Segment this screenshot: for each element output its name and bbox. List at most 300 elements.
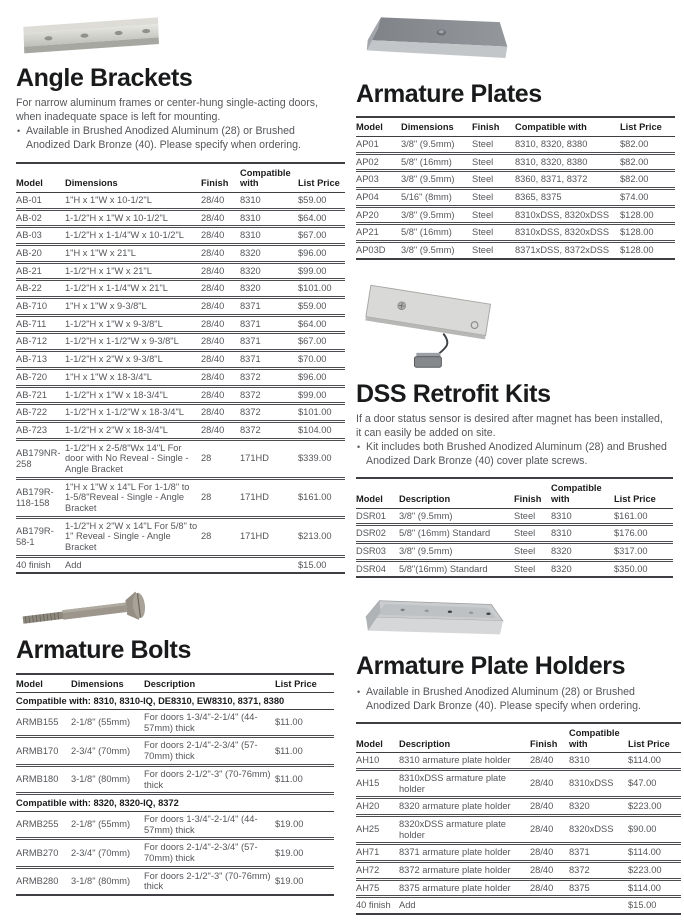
table-cell: 3/8" (9.5mm): [401, 245, 455, 256]
table-row: [16, 811, 334, 838]
table-cell: $104.00: [298, 424, 332, 435]
table-row: [356, 224, 675, 242]
table-cell: 1-1/2"H x 1-1/4"W x 10-1/2"L: [65, 230, 184, 241]
table-cell: $82.00: [620, 174, 649, 185]
table-cell: $15.00: [298, 559, 327, 570]
table-cell: AH71: [356, 847, 380, 858]
table-cell: ARMB170: [16, 745, 59, 756]
table-cell: 3-1/8" (80mm): [71, 774, 131, 785]
table-cell: DSR01: [356, 510, 386, 521]
column-header: Model: [356, 478, 399, 508]
table-cell: Steel: [472, 245, 494, 256]
column-header: Model: [16, 163, 65, 193]
table-row: [356, 543, 673, 561]
table-row: [356, 153, 675, 171]
table-cell: 28/40: [201, 230, 225, 241]
table-cell: 8360, 8371, 8372: [515, 174, 588, 185]
table-cell: 1-1/2"H x 1-1/2"W x 9-3/8"L: [65, 336, 179, 347]
table-cell: AP03D: [356, 245, 386, 256]
table-row: [16, 517, 345, 556]
table-row: [356, 171, 675, 189]
section-title-angle-brackets: Angle Brackets: [16, 64, 193, 92]
table-group-row: [16, 794, 334, 812]
table-cell: $19.00: [275, 875, 304, 886]
table-cell: 8310: [240, 230, 261, 241]
armature-plates-table: [356, 116, 675, 260]
table-cell: 28/40: [530, 882, 554, 893]
table-row: [356, 525, 673, 543]
table-cell: For doors 2-1/4"-2-3/4" (57-70mm) thick: [144, 842, 258, 863]
table-cell: $339.00: [298, 453, 332, 464]
table-row: [16, 333, 345, 351]
table-cell: ARMB270: [16, 847, 59, 858]
table-cell: DSR02: [356, 528, 386, 539]
table-cell: 8371: [569, 847, 590, 858]
table-cell: For doors 2-1/2"-3" (70-76mm) thick: [144, 768, 271, 790]
table-cell: AB-711: [16, 318, 47, 329]
table-cell: 8371xDSS, 8372xDSS: [515, 245, 610, 256]
table-cell: $223.00: [628, 801, 662, 812]
table-cell: AB-03: [16, 230, 42, 241]
bullet-marker: •: [17, 126, 21, 137]
table-cell: 8310: [551, 510, 572, 521]
table-cell: AP01: [356, 138, 379, 149]
table-cell: Steel: [472, 174, 494, 185]
table-cell: $96.00: [298, 248, 327, 258]
table-row: [16, 262, 345, 280]
table-cell: AB-723: [16, 424, 48, 435]
table-cell: 171HD: [240, 453, 269, 464]
table-cell: 8320: [551, 546, 572, 557]
table-cell: 2-3/4" (70mm): [71, 847, 131, 858]
column-header: Compatible with: [551, 478, 614, 508]
table-cell: Add: [65, 559, 82, 570]
bullet-marker: •: [357, 686, 361, 697]
column-header: Description: [399, 478, 514, 508]
column-header: Finish: [201, 163, 240, 193]
armature-bolt-photo: [16, 588, 168, 630]
armature-bolts-table: [16, 673, 334, 896]
plate-holders-bullet: [356, 685, 670, 713]
table-row: [16, 710, 334, 737]
column-header: Description: [399, 723, 530, 753]
table-cell: $64.00: [298, 212, 327, 223]
table-cell: ARMB180: [16, 774, 59, 785]
table-row: [16, 351, 345, 369]
table-row: [356, 798, 681, 816]
column-header: List Price: [275, 674, 334, 693]
table-cell: Steel: [514, 563, 536, 574]
table-cell: ARMB155: [16, 717, 59, 728]
table-cell: $350.00: [614, 563, 648, 574]
table-cell: 28: [201, 492, 212, 503]
table-cell: For doors 2-1/2"-3" (70-76mm) thick: [144, 870, 271, 892]
table-cell: 3/8" (9.5mm): [401, 174, 455, 185]
table-row: [356, 769, 681, 797]
table-cell: 28/40: [201, 248, 225, 258]
column-header: Dimensions: [401, 117, 472, 136]
table-cell: Add: [399, 900, 416, 911]
column-header: Model: [356, 723, 399, 753]
table-cell: 1-1/2"H x 1-1/4"W x 21"L: [65, 283, 168, 294]
table-cell: 5/8" (16mm): [401, 156, 452, 167]
table-cell: 28/40: [201, 424, 225, 435]
table-cell: 3/8" (9.5mm): [399, 510, 453, 521]
table-cell: 171HD: [240, 531, 269, 542]
table-cell: 1-1/2"H x 2-5/8"Wx 14"L For door with No Reveal - Single - Angle Bracket: [65, 442, 189, 474]
table-row: [16, 368, 345, 386]
table-cell: $70.00: [298, 354, 327, 365]
table-cell: 1-1/2"H x 2"W x 9-3/8"L: [65, 354, 163, 365]
table-cell: 8372: [240, 424, 261, 435]
table-cell: 8372: [240, 389, 261, 400]
table-cell: 5/8" (16mm): [401, 227, 452, 238]
table-cell: 28/40: [201, 301, 225, 312]
table-row: [356, 508, 673, 525]
table-cell: 5/16" (8mm): [401, 192, 452, 202]
table-cell: AB-712: [16, 336, 48, 347]
table-cell: Steel: [472, 156, 494, 167]
left-column: [16, 6, 340, 915]
table-cell: $176.00: [614, 528, 648, 539]
table-row: [356, 560, 673, 577]
table-row: [16, 404, 345, 422]
table-cell: $128.00: [620, 209, 654, 220]
table-cell: 8310: [240, 212, 261, 223]
table-cell: 8372 armature plate holder: [399, 865, 511, 876]
table-cell: $82.00: [620, 138, 649, 149]
table-cell: Steel: [514, 510, 536, 521]
table-cell: AP03: [356, 174, 379, 185]
table-cell: 8310, 8320, 8380: [515, 138, 588, 149]
angle-brackets-description: For narrow aluminum frames or center-hung single-acting doors, when inadequate space is left for mounting.: [16, 97, 319, 124]
column-header: List Price: [298, 163, 345, 193]
right-column: [356, 6, 670, 915]
table-row: [356, 206, 675, 224]
column-header: Model: [356, 117, 401, 136]
table-cell: $90.00: [628, 824, 657, 835]
table-row: [16, 298, 345, 316]
dss-retrofit-kits-table: [356, 477, 673, 578]
table-cell: 8320xDSS armature plate holder: [399, 818, 506, 840]
section-title-armature-plates: Armature Plates: [356, 80, 542, 108]
column-header: Compatible with: [240, 163, 298, 193]
armature-plate-holders-table: [356, 722, 681, 915]
table-group-label: Compatible with: 8310, 8310-IQ, DE8310, EW8310, 8371, 8380: [16, 695, 285, 706]
table-row: [16, 280, 345, 298]
table-cell: 28/40: [201, 389, 225, 400]
table-cell: 8372: [240, 371, 261, 382]
table-cell: 8365, 8375: [515, 192, 562, 202]
table-cell: 3-1/8" (80mm): [71, 875, 131, 886]
table-cell: 1-1/2"H x 1"W x 9-3/8"L: [65, 318, 163, 329]
table-cell: $161.00: [298, 492, 332, 503]
table-cell: $11.00: [275, 774, 303, 785]
table-cell: 8372: [569, 865, 590, 876]
table-cell: 28/40: [530, 778, 554, 789]
table-row: [16, 209, 345, 227]
table-cell: 28/40: [201, 371, 225, 382]
table-cell: 1-1/2"H x 1"W x 10-1/2"L: [65, 212, 168, 223]
table-header-row: [16, 674, 334, 693]
table-row: [356, 242, 675, 259]
table-cell: 1"H x 1"W x 9-3/8"L: [65, 301, 147, 312]
table-cell: 8310: [551, 528, 572, 539]
table-cell: $223.00: [628, 865, 662, 876]
table-row: [16, 439, 345, 478]
table-cell: AP04: [356, 192, 379, 202]
table-cell: 3/8" (9.5mm): [401, 209, 455, 220]
table-cell: Steel: [472, 227, 494, 238]
table-cell: AP02: [356, 156, 379, 167]
table-header-row: [16, 163, 345, 193]
table-cell: 8371: [240, 318, 261, 329]
table-cell: 8371: [240, 354, 261, 365]
table-cell: Steel: [472, 138, 494, 149]
table-cell: For doors 1-3/4"-2-1/4" (44-57mm) thick: [144, 712, 258, 733]
table-cell: $59.00: [298, 301, 327, 312]
table-row: [16, 421, 345, 439]
table-row: [16, 556, 345, 573]
table-row: [16, 478, 345, 517]
table-cell: AB-720: [16, 371, 48, 382]
dss-retrofit-kit-photo: [356, 274, 521, 374]
table-cell: 28/40: [201, 265, 225, 276]
table-cell: 8372: [240, 407, 261, 418]
table-cell: AB-22: [16, 283, 42, 294]
section-title-armature-bolts: Armature Bolts: [16, 636, 191, 665]
table-cell: 5/8" (16mm) Standard: [399, 528, 491, 539]
table-cell: ARMB255: [16, 819, 59, 830]
table-cell: AB179R-58-1: [16, 526, 54, 547]
table-cell: 28/40: [201, 336, 225, 347]
table-row: [356, 815, 681, 843]
table-cell: $82.00: [620, 156, 649, 167]
table-cell: $19.00: [275, 819, 304, 830]
table-cell: AB-710: [16, 301, 48, 312]
table-cell: AH10: [356, 755, 380, 766]
table-cell: 8320: [240, 265, 261, 276]
table-row: [356, 136, 675, 153]
table-cell: 8310: [240, 194, 261, 205]
table-cell: 8320: [569, 801, 590, 812]
table-cell: 8310 armature plate holder: [399, 755, 511, 766]
bullet-marker: •: [357, 442, 361, 453]
table-cell: $128.00: [620, 227, 654, 238]
table-row: [356, 879, 681, 897]
table-cell: 8320xDSS: [569, 824, 614, 835]
table-row: [356, 189, 675, 207]
column-header: List Price: [620, 117, 675, 136]
table-cell: $11.00: [275, 717, 303, 728]
column-header: Compatible with: [515, 117, 620, 136]
table-cell: 8310xDSS: [569, 778, 614, 789]
angle-bracket-photo: [16, 8, 168, 58]
table-cell: $114.00: [628, 755, 661, 766]
column-header: Description: [144, 674, 275, 693]
table-cell: $128.00: [620, 245, 654, 256]
table-row: [16, 839, 334, 867]
table-cell: $74.00: [620, 192, 649, 202]
table-cell: 1-1/2"H x 1"W x 21"L: [65, 265, 152, 276]
table-cell: ARMB280: [16, 875, 59, 886]
table-cell: 3/8" (9.5mm): [399, 546, 453, 557]
table-cell: $161.00: [614, 510, 648, 521]
table-group-row: [16, 693, 334, 710]
table-cell: $317.00: [614, 546, 648, 557]
table-cell: For doors 1-3/4"-2-1/4" (44-57mm) thick: [144, 813, 258, 835]
table-cell: 28/40: [201, 212, 225, 223]
table-cell: 8320: [240, 283, 261, 294]
section-title-armature-plate-holders: Armature Plate Holders: [356, 652, 626, 681]
section-title-dss-retrofit-kits: DSS Retrofit Kits: [356, 379, 551, 408]
table-cell: 2-1/8" (55mm): [71, 717, 131, 728]
table-cell: 8371: [240, 336, 261, 347]
table-cell: $114.00: [628, 882, 661, 893]
table-row: [16, 386, 345, 404]
table-cell: 28/40: [201, 283, 225, 294]
table-cell: $15.00: [628, 900, 657, 911]
table-cell: $96.00: [298, 371, 327, 382]
table-row: [356, 844, 681, 862]
table-cell: 171HD: [240, 492, 269, 503]
column-header: Model: [16, 674, 71, 693]
table-row: [16, 737, 334, 765]
table-cell: AB179NR-258: [16, 447, 61, 469]
table-cell: AB-722: [16, 407, 48, 418]
table-cell: AB-01: [16, 194, 42, 205]
table-cell: [569, 897, 628, 914]
table-cell: 8310xDSS armature plate holder: [399, 772, 506, 794]
table-cell: $114.00: [628, 847, 661, 858]
table-row: [16, 227, 345, 245]
table-row: [16, 765, 334, 793]
table-cell: $59.00: [298, 194, 327, 205]
bullet-text: Available in Brushed Anodized Aluminum (28) or Brushed Anodized Dark Bronze (40). Please specify when ordering.: [26, 125, 301, 152]
table-cell: 1-1/2"H x 1"W x 18-3/4"L: [65, 389, 168, 400]
table-cell: $101.00: [298, 407, 332, 418]
table-cell: 8375: [569, 882, 590, 893]
table-row: [16, 867, 334, 895]
column-header: Dimensions: [71, 674, 144, 693]
table-cell: AH75: [356, 882, 380, 893]
table-cell: $19.00: [275, 847, 304, 858]
column-header: Finish: [514, 478, 551, 508]
bullet-text: Available in Brushed Anodized Aluminum (28) or Brushed Anodized Dark Bronze (40). Please specify when ordering.: [366, 685, 641, 712]
table-cell: [530, 897, 569, 914]
table-cell: $213.00: [298, 531, 332, 542]
dss-bullet: [356, 440, 670, 468]
table-cell: 28/40: [530, 755, 554, 766]
table-cell: $64.00: [298, 318, 327, 329]
table-cell: 1-1/2"H x 2"W x 14"L For 5/8" to 1" Reveal - Single - Angle Bracket: [65, 520, 198, 553]
table-cell: Steel: [514, 546, 536, 557]
column-header: Compatible with: [569, 723, 628, 753]
table-cell: AH25: [356, 824, 380, 835]
table-cell: 1"H x 1"W x 14"L For 1-1/8" to 1-5/8"Reveal - Single - Angle Bracket: [65, 481, 190, 513]
table-cell: AH15: [356, 778, 380, 789]
angle-brackets-bullet: [16, 124, 330, 152]
table-header-row: [356, 723, 681, 753]
armature-plate-photo: [356, 8, 521, 74]
table-row: [356, 862, 681, 880]
table-cell: For doors 2-1/4"-2-3/4" (57-70mm) thick: [144, 740, 258, 762]
table-cell: $99.00: [298, 265, 327, 276]
table-cell: 5/8"(16mm) Standard: [399, 563, 488, 574]
table-cell: AB179R-118-158: [16, 486, 54, 508]
table-cell: 28/40: [201, 407, 225, 418]
table-row: [16, 192, 345, 209]
table-cell: 1-1/2"H x 2"W x 18-3/4"L: [65, 424, 168, 435]
armature-plate-holder-photo: [356, 592, 511, 646]
table-cell: DSR04: [356, 563, 386, 574]
table-header-row: [356, 117, 675, 136]
table-cell: 3/8" (9.5mm): [401, 138, 455, 149]
table-cell: [201, 556, 240, 573]
table-cell: AB-20: [16, 248, 42, 258]
table-cell: $99.00: [298, 389, 327, 400]
table-cell: 28/40: [530, 847, 554, 858]
table-cell: 2-1/8" (55mm): [71, 819, 131, 830]
table-cell: 8371 armature plate holder: [399, 847, 511, 858]
table-cell: Steel: [472, 192, 494, 202]
table-row: [16, 245, 345, 263]
table-cell: 1"H x 1"W x 21"L: [65, 248, 136, 258]
table-cell: 28/40: [201, 318, 225, 329]
table-cell: AP20: [356, 209, 379, 220]
table-cell: Steel: [472, 209, 494, 220]
table-cell: 28/40: [530, 801, 554, 812]
column-header: List Price: [614, 478, 673, 508]
table-cell: 28/40: [530, 824, 554, 835]
table-cell: $67.00: [298, 336, 327, 347]
table-cell: 1"H x 1"W x 18-3/4"L: [65, 371, 152, 382]
table-cell: 8320: [240, 248, 261, 258]
table-cell: 1-1/2"H x 1-1/2"W x 18-3/4"L: [65, 407, 184, 418]
table-cell: AB-21: [16, 265, 42, 276]
angle-brackets-table: [16, 162, 345, 575]
table-cell: DSR03: [356, 546, 386, 557]
table-cell: $47.00: [628, 778, 657, 789]
table-cell: AP21: [356, 227, 379, 238]
table-row: [16, 315, 345, 333]
table-cell: AH20: [356, 801, 380, 812]
bullet-text: Kit includes both Brushed Anodized Aluminum (28) and Brushed Anodized Dark Bronze (40) cover plate screws.: [366, 441, 667, 468]
column-header: Finish: [472, 117, 515, 136]
table-row: [356, 897, 681, 914]
table-group-label: Compatible with: 8320, 8320-IQ, 8372: [16, 797, 179, 808]
table-cell: AB-721: [16, 389, 48, 400]
table-cell: 8310xDSS, 8320xDSS: [515, 227, 610, 238]
table-cell: 8310xDSS, 8320xDSS: [515, 209, 610, 220]
table-cell: 28: [201, 531, 212, 542]
table-cell: $67.00: [298, 230, 327, 241]
table-cell: AH72: [356, 865, 380, 876]
table-cell: 40 finish: [356, 900, 391, 911]
column-header: List Price: [628, 723, 681, 753]
table-cell: 28/40: [530, 865, 554, 876]
table-cell: AB-713: [16, 354, 48, 365]
table-cell: 8320: [551, 563, 572, 574]
table-cell: 8371: [240, 301, 261, 312]
table-cell: $11.00: [275, 745, 303, 756]
table-cell: 1"H x 1"W x 10-1/2"L: [65, 194, 152, 205]
table-cell: 28/40: [201, 194, 225, 205]
table-cell: 28: [201, 453, 212, 464]
table-cell: 40 finish: [16, 559, 51, 570]
column-header: Finish: [530, 723, 569, 753]
table-header-row: [356, 478, 673, 508]
